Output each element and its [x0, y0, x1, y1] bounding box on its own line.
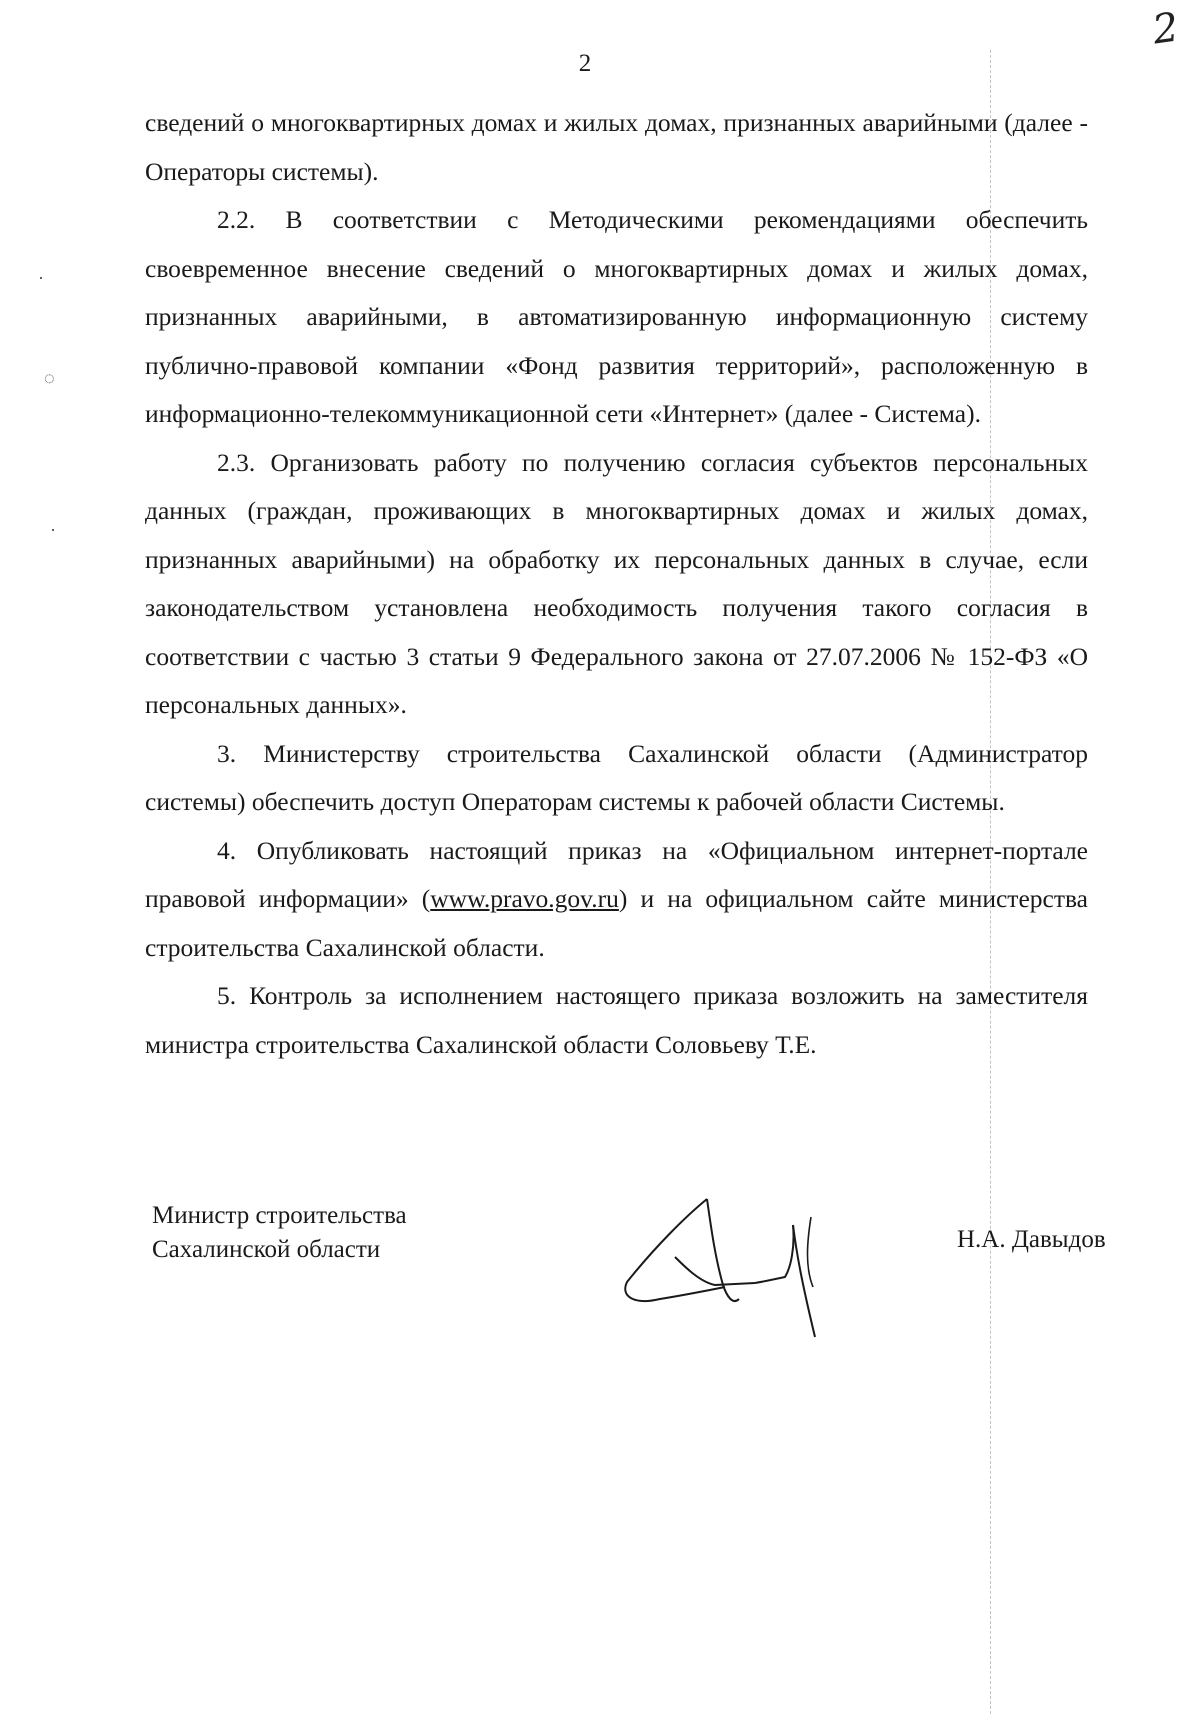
- paragraph-4: [145, 827, 1088, 973]
- handwritten-signature: [615, 1187, 875, 1347]
- signatory-name: Н.А. Давыдов: [957, 1226, 1106, 1253]
- paragraph-2-3: 2.3. Организовать работу по получению согласия субъектов персональных данных (граждан, проживающих в многоквартирных домах и жилых домах, признанных аварийными) на обработку их персональных данных в случае, если законодательством установлена необходимость получения такого согласия в соответствии с частью 3 статьи 9 Федерального закона от 27.07.2006 № 152-ФЗ «О персональных данных».: [145, 447, 1088, 719]
- document-body: [145, 99, 1088, 1069]
- page-number: 2: [578, 50, 592, 77]
- paragraph-4-text-b: ) и на официальном сайте министерства строительства Сахалинской области.: [145, 884, 1088, 962]
- paragraph-4-text-a: 4. Опубликовать настоящий приказ на «Официальном интернет-портале правовой информации» (: [145, 835, 1088, 913]
- handwritten-page-mark: 2: [1149, 4, 1182, 54]
- paragraph-continuation: сведений о многоквартирных домах и жилых домах, признанных аварийными (далее - Операторы системы).: [145, 108, 1088, 186]
- scan-speck: ·: [38, 268, 44, 288]
- signatory-position-line-1: Министр строительства: [152, 1202, 407, 1229]
- paragraph-2-2: 2.2. В соответствии с Методическими рекомендациями обеспечить своевременное внесение сведений о многоквартирных домах и жилых домах, признанных аварийными, в автоматизированную информационную систему публично-правовой компании «Фонд развития территорий», расположенную в информационно-телекоммуникационной сети «Интернет» (далее - Система).: [145, 205, 1088, 428]
- signatory-position-line-2: Сахалинской области: [152, 1236, 381, 1263]
- paragraph-3: 3. Министерству строительства Сахалинской области (Администратор системы) обеспечить доступ Операторам системы к рабочей области Системы.: [145, 738, 1088, 816]
- signatory-position: [152, 1199, 407, 1267]
- paragraph-5: 5. Контроль за исполнением настоящего приказа возложить на заместителя министра строительства Сахалинской области Соловьеву Т.Е.: [145, 981, 1088, 1059]
- scan-speck: ◌: [44, 368, 55, 388]
- scan-speck: ·: [50, 520, 56, 540]
- pravo-link[interactable]: www.pravo.gov.ru: [430, 884, 619, 913]
